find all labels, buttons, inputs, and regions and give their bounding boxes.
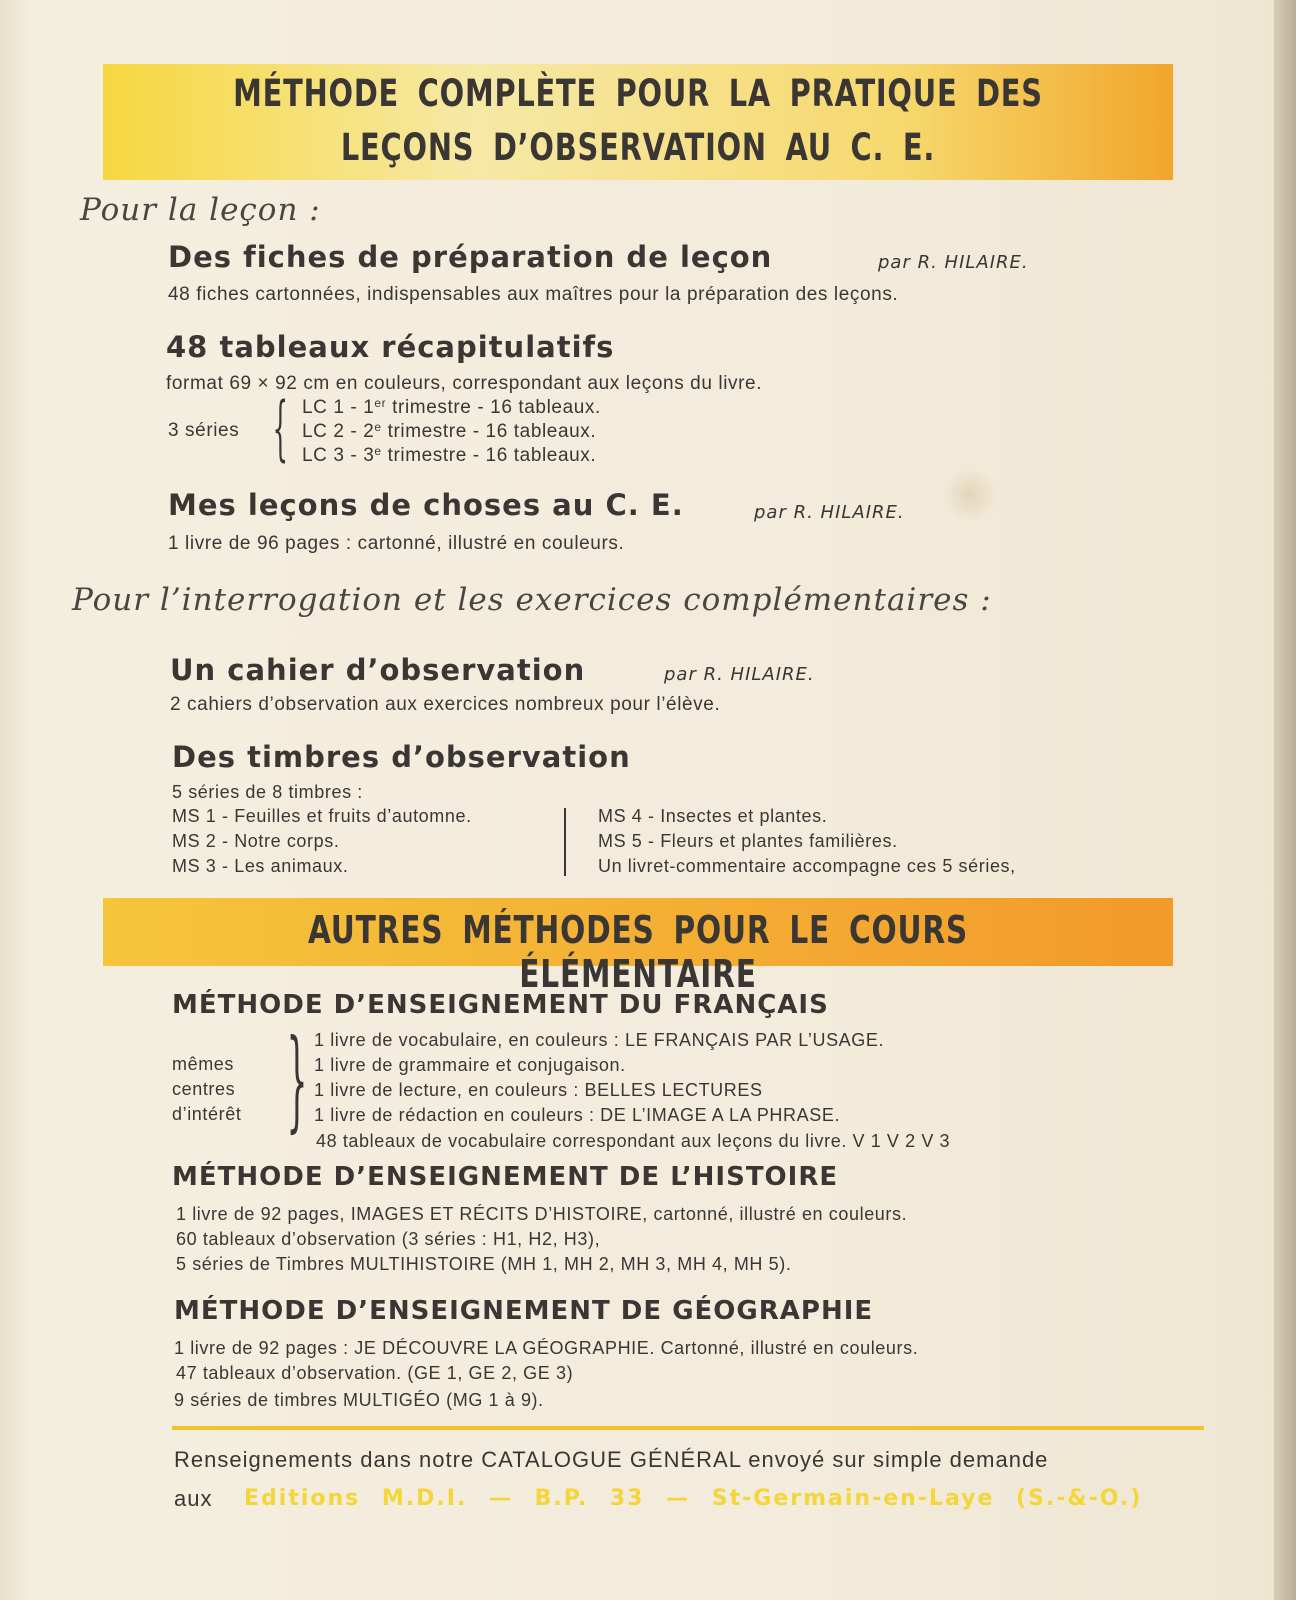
geographie-item: 1 livre de 92 pages : JE DÉCOUVRE LA GÉOGRAPHIE. Cartonné, illustré en couleurs. xyxy=(174,1338,919,1358)
francais-item: 48 tableaux de vocabulaire correspondant aux leçons du livre. V 1 V 2 V 3 xyxy=(316,1131,951,1151)
francais-item: 1 livre de lecture, en couleurs : BELLES LECTURES xyxy=(314,1080,763,1100)
timbres-series-item: MS 2 - Notre corps. xyxy=(172,831,340,851)
geographie-item: 9 séries de timbres MULTIGÉO (MG 1 à 9). xyxy=(174,1390,544,1410)
timbres-title: Des timbres d’observation xyxy=(172,740,631,774)
footer-aux: aux xyxy=(174,1486,213,1511)
francais-side-label: centres xyxy=(172,1079,236,1099)
francais-brace: { xyxy=(286,1026,308,1154)
francais-item: 1 livre de vocabulaire, en couleurs : LE FRANÇAIS PAR L’USAGE. xyxy=(314,1030,885,1050)
paper-stain xyxy=(940,470,1000,520)
francais-side-label: d’intérêt xyxy=(172,1104,242,1124)
histoire-title: MÉTHODE D’ENSEIGNEMENT DE L’HISTOIRE xyxy=(172,1162,839,1192)
timbres-note: Un livret-commentaire accompagne ces 5 séries, xyxy=(598,856,1016,876)
column-divider xyxy=(564,808,566,876)
timbres-series-item: MS 4 - Insectes et plantes. xyxy=(598,806,828,826)
top-banner xyxy=(103,64,1173,180)
timbres-series-item: MS 1 - Feuilles et fruits d’automne. xyxy=(172,806,472,826)
histoire-item: 60 tableaux d’observation (3 séries : H1, H2, H3), xyxy=(176,1229,601,1249)
page-edge xyxy=(1274,0,1296,1600)
footer-address: Editions M.D.I. — B.P. 33 — St-Germain-en-Laye (S.-&-O.) xyxy=(244,1486,1143,1511)
geographie-item: 47 tableaux d’observation. (GE 1, GE 2, GE 3) xyxy=(176,1363,574,1383)
tableaux-title: 48 tableaux récapitulatifs xyxy=(166,330,615,364)
fiches-title: Des fiches de préparation de leçon xyxy=(168,240,773,274)
banner-title-line1: MÉTHODE COMPLÈTE POUR LA PRATIQUE DES xyxy=(233,72,1043,115)
francais-side-label: mêmes xyxy=(172,1054,235,1074)
banner-title-autres: AUTRES MÉTHODES POUR LE COURS ÉLÉMENTAIRE xyxy=(307,908,969,996)
footer-info: Renseignements dans notre CATALOGUE GÉNÉRAL envoyé sur simple demande xyxy=(174,1447,1049,1472)
choses-description: 1 livre de 96 pages : cartonné, illustré en couleurs. xyxy=(168,533,625,554)
francais-item: 1 livre de rédaction en couleurs : DE L’IMAGE A LA PHRASE. xyxy=(314,1105,841,1125)
fiches-author: par R. HILAIRE. xyxy=(878,252,1029,273)
section-label-interrogation: Pour l’interrogation et les exercices complémentaires : xyxy=(72,582,992,618)
tableaux-series-label: 3 séries xyxy=(168,420,240,441)
timbres-series-item: MS 5 - Fleurs et plantes familières. xyxy=(598,831,898,851)
footer-rule xyxy=(172,1426,1204,1430)
cahier-description: 2 cahiers d’observation aux exercices nombreux pour l’élève. xyxy=(170,694,721,715)
histoire-item: 5 séries de Timbres MULTIHISTOIRE (MH 1, MH 2, MH 3, MH 4, MH 5). xyxy=(176,1254,792,1274)
choses-title: Mes leçons de choses au C. E. xyxy=(168,488,684,522)
cahier-title: Un cahier d’observation xyxy=(170,653,586,687)
francais-item: 1 livre de grammaire et conjugaison. xyxy=(314,1055,626,1075)
francais-title: MÉTHODE D’ENSEIGNEMENT DU FRANÇAIS xyxy=(172,990,829,1020)
banner-title-line2: LEÇONS D’OBSERVATION AU C. E. xyxy=(340,126,936,169)
geographie-title: MÉTHODE D’ENSEIGNEMENT DE GÉOGRAPHIE xyxy=(174,1296,874,1326)
fiches-description: 48 fiches cartonnées, indispensables aux maîtres pour la préparation des leçons. xyxy=(168,284,899,305)
tableaux-description: format 69 × 92 cm en couleurs, correspondant aux leçons du livre. xyxy=(166,373,763,394)
bottom-banner xyxy=(103,898,1173,996)
series-item: LC 1 - 1er trimestre - 16 tableaux. xyxy=(302,396,601,418)
timbres-series-item: MS 3 - Les animaux. xyxy=(172,856,349,876)
choses-author: par R. HILAIRE. xyxy=(754,502,905,523)
series-item: LC 2 - 2e trimestre - 16 tableaux. xyxy=(302,420,597,442)
histoire-item: 1 livre de 92 pages, IMAGES ET RÉCITS D’HISTOIRE, cartonné, illustré en couleurs. xyxy=(176,1204,908,1224)
cahier-author: par R. HILAIRE. xyxy=(664,664,815,685)
section-label-lecon: Pour la leçon : xyxy=(80,192,321,228)
series-brace: { xyxy=(272,387,289,469)
series-item: LC 3 - 3e trimestre - 16 tableaux. xyxy=(302,444,597,466)
timbres-description: 5 séries de 8 timbres : xyxy=(172,782,363,802)
